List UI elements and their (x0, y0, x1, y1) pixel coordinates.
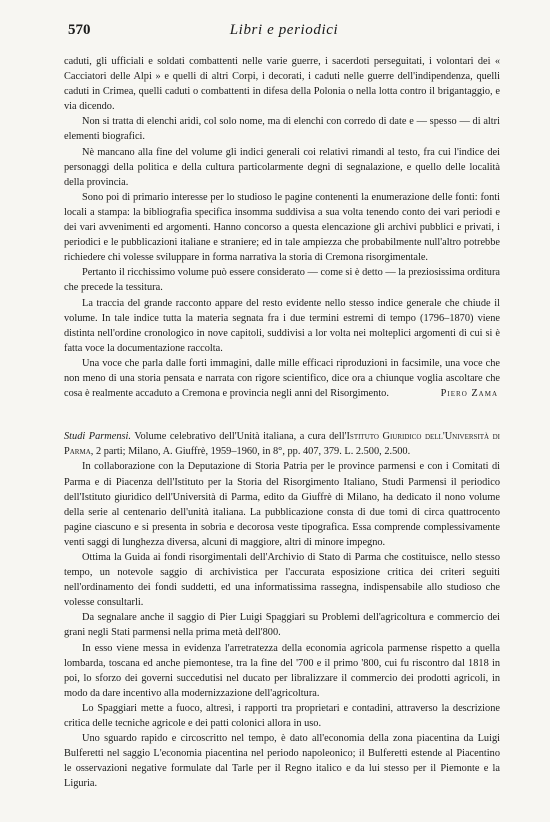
paragraph: In collaborazione con la Deputazione di Storia Patria per le province parmensi e con i Comitati di Parma e di Piacenza dell'Istituto per la Storia del Risorgimento Italiano, Studi Parmensi il periodico dell'Istituto giuridico dell'Università di Parma, edito da Giuffrè di Milano, ha dedicato il nono volume della serie al centenario dell'unità italiana. La pubblicazione consta di due tomi di circa quattrocento pagine ciascuno e si presenta in sobria e decorosa veste tipografica. Essa comprende complessivamente venti saggi di lunghezza diversa, alcuni di maggiore, altri di minore impegno. (64, 461, 500, 548)
page-header (68, 22, 500, 42)
paragraph: Non si tratta di elenchi aridi, col solo nome, ma di elenchi con corredo di date e — spesso — di altri elementi biografici. (64, 116, 500, 143)
reviewer-signature: Piero Zama (440, 388, 498, 400)
paragraph: Da segnalare anche il saggio di Pier Luigi Spaggiari su Problemi dell'agricoltura e commercio dei grani negli Stati parmensi nella prima metà dell'800. (64, 612, 500, 639)
paragraph: Sono poi di primario interesse per lo studioso le pagine contenenti la enumerazione delle fonti: fonti locali a stampa: la bibliografia specifica insomma suddivisa a sua volta tenendo conto dei vari periodi e dei vari avvenimenti ed argomenti. Hanno concorso a questa elencazione gli archivi pubblici e privati, i periodici e le pubblicazioni italiane e straniere; ed in tale ampiezza che probabilmente null'altro potrebbe richiedere chi volesse sviluppare in forma narrativa la storia di Cremona risorgimentale. (64, 191, 500, 264)
paragraph: Ottima la Guida ai fondi risorgimentali dell'Archivio di Stato di Parma che costituisce, nello stesso tempo, un notevole saggio di archivistica per l'accurata esposizione critica dei criteri seguiti nell'ordinamento dei fondi suddetti, ed una informatissima rassegna, indispensabile allo studioso che volesse consultarli. (64, 552, 500, 609)
paragraph: In esso viene messa in evidenza l'arretratezza della economia agricola parmense rispetto a quella lombarda, toscana ed anche piemontese, tra la fine del '700 e il primo '800, cui fu riscontro dal 1818 in poi, lo sforzo dei governi succedutisi nel ducato per libralizzare il commercio dei prodotti agricoli, in modo da dare incentivo alla modernizzazione dell'agricoltura. (64, 642, 500, 699)
running-title: Libri e periodici (229, 22, 339, 38)
paragraph: La traccia del grande racconto appare del resto evidente nello stesso indice generale che chiude il volume. In tale indice tutta la materia segnata fra i due termini estremi di tempo (1796–1870) viene distinta nell'ordine cronologico in nove capitoli, suddivisi a lor volta nei molteplici argomenti di cui si è fatta voce la documentazione raccolta. (64, 297, 500, 354)
review-cremona (64, 54, 500, 401)
paragraph: caduti, gli ufficiali e soldati combattenti nelle varie guerre, i sacerdoti perseguitati, i volontari dei « Cacciatori delle Alpi » e quelli di altri Corpi, i decorati, i caduti nelle guerre dell'indipendenza, quelli caduti in Crimea, quelli caduti o combattenti in difesa della Polonia o nella lotta contro il brigantaggio, e via dicendo. (64, 56, 500, 113)
review-title: Studi Parmensi. (64, 431, 132, 443)
citation-text: Volume celebrativo dell'Unità italiana, a cura dell' (131, 431, 347, 443)
page-number: 570 (68, 22, 91, 38)
institute-name: Istituto Giuridico dell'Università di Parma (64, 431, 501, 458)
paragraph: Nè mancano alla fine del volume gli indici generali coi relativi rimandi al testo, fra cui l'indice dei personaggi della politica e della cultura particolarmente degni di segnalazione, e quello delle località della provincia. (64, 146, 500, 188)
paragraph: Pertanto il ricchissimo volume può essere considerato — come si è detto — la preziosissima orditura che precede la tessitura. (64, 267, 500, 294)
paragraph: Una voce che parla dalle forti immagini, dalle mille efficaci riproduzioni in facsimile, una voce che non meno di una storia pensata e narrata con rigore scientifico, dice ora a chiunque voglia ascoltare che cosa è realmente accaduto a Cremona e provincia negli anni del Risorgimento. (64, 357, 500, 400)
paragraph: Uno sguardo rapido e circoscritto nel tempo, è dato all'economia della zona piacentina da Luigi Bulferetti nel saggio L'economia piacentina nel periodo napoleonico; il Bulferetti estende al Piacentino le osservazioni negative formulate dal Tarle per il Regno italico e da lui stesso per il Piemonte e la Liguria. (64, 733, 500, 790)
review-citation (64, 429, 500, 459)
citation-details: , 2 parti; Milano, A. Giuffrè, 1959–1960, in 8°, pp. 407, 379. L. 2.500, 2.500. (90, 446, 411, 458)
page-body (64, 54, 500, 792)
review-studi-parmensi (64, 429, 500, 791)
paragraph: Lo Spaggiari mette a fuoco, altresì, i rapporti tra proprietari e contadini, attraverso la descrizione critica delle tecniche agricole e dei patti colonici allora in uso. (64, 702, 500, 730)
